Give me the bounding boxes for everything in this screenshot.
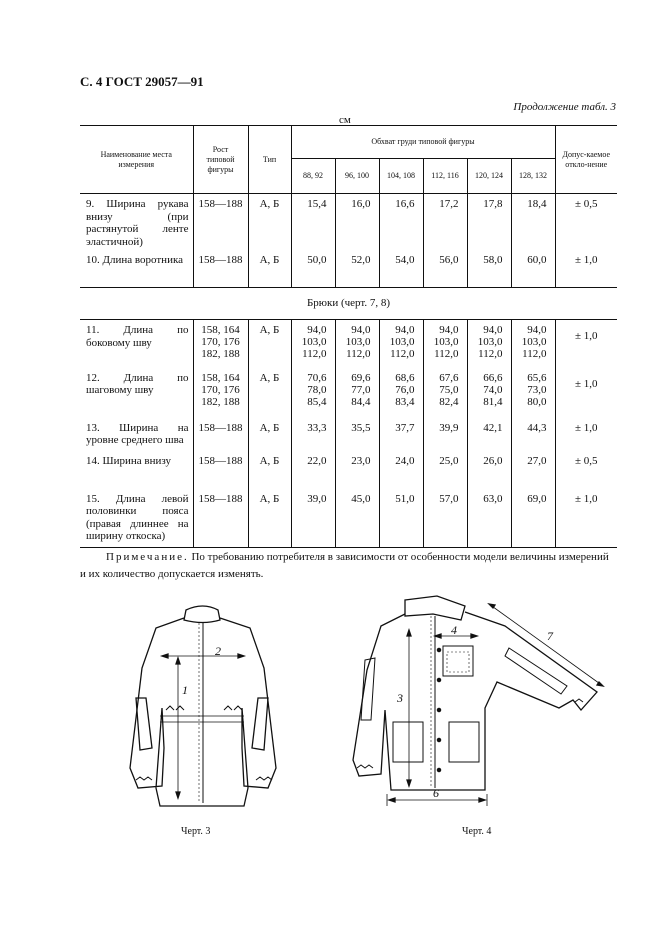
row-value: 94,0 103,0 112,0 — [511, 320, 555, 368]
row-value: 68,6 76,0 83,4 — [379, 368, 423, 418]
row-tolerance: ± 1,0 — [555, 320, 617, 368]
col-header-type: Тип — [248, 126, 291, 194]
page-header: С. 4 ГОСТ 29057—91 — [80, 74, 204, 89]
row-value: 56,0 — [423, 250, 467, 288]
row-value: 17,2 — [423, 194, 467, 250]
table-row — [80, 418, 617, 451]
row-name: 9. Ширина рукава внизу (при растянутой ленте эластичной) — [86, 198, 189, 248]
row-value: 42,1 — [467, 418, 511, 451]
row-height: 158, 164 170, 176 182, 188 — [193, 320, 248, 368]
row-height: 158—188 — [193, 418, 248, 451]
row-height: 158—188 — [193, 489, 248, 548]
table-continuation: Продолжение табл. 3 — [513, 101, 616, 113]
row-value: 54,0 — [379, 250, 423, 288]
row-value: 67,6 75,0 82,4 — [423, 368, 467, 418]
table-row — [80, 368, 617, 418]
figure-caption-3: Черт. 3 — [181, 826, 211, 837]
girth-col: 104, 108 — [379, 159, 423, 194]
row-tolerance: ± 1,0 — [555, 250, 617, 288]
row-value: 15,4 — [291, 194, 335, 250]
jacket-open-drawing — [345, 590, 610, 815]
row-value: 51,0 — [379, 489, 423, 548]
row-name: 14. Ширина внизу — [86, 454, 171, 467]
row-value: 27,0 — [511, 451, 555, 489]
row-tolerance: ± 1,0 — [555, 418, 617, 451]
girth-col: 112, 116 — [423, 159, 467, 194]
row-tolerance: ± 1,0 — [555, 368, 617, 418]
row-name: 13. Ширина на уровне среднего шва — [86, 421, 189, 447]
row-tolerance: ± 0,5 — [555, 451, 617, 489]
table-row — [80, 250, 617, 288]
row-value: 94,0 103,0 112,0 — [335, 320, 379, 368]
figure-caption-4: Черт. 4 — [462, 826, 492, 837]
row-value: 33,3 — [291, 418, 335, 451]
row-name: 11. Длина по боковому шву — [86, 324, 189, 349]
row-name: 15. Длина левой половинки пояса (правая длиннее на ширину откоска) — [86, 492, 189, 543]
note-label: Примечание. — [106, 551, 189, 563]
dimension-6: 6 — [433, 786, 439, 800]
row-type: А, Б — [248, 194, 291, 250]
row-type: А, Б — [248, 451, 291, 489]
girth-col: 96, 100 — [335, 159, 379, 194]
table-row — [80, 194, 617, 250]
row-value: 69,0 — [511, 489, 555, 548]
row-value: 44,3 — [511, 418, 555, 451]
row-value: 94,0 103,0 112,0 — [423, 320, 467, 368]
dimension-7: 7 — [547, 629, 553, 643]
row-value: 39,0 — [291, 489, 335, 548]
row-value: 18,4 — [511, 194, 555, 250]
row-value: 58,0 — [467, 250, 511, 288]
row-value: 39,9 — [423, 418, 467, 451]
row-value: 94,0 103,0 112,0 — [291, 320, 335, 368]
row-value: 52,0 — [335, 250, 379, 288]
row-tolerance: ± 1,0 — [555, 489, 617, 548]
row-value: 16,6 — [379, 194, 423, 250]
unit-label: см — [339, 114, 351, 126]
girth-col: 128, 132 — [511, 159, 555, 194]
row-type: А, Б — [248, 489, 291, 548]
row-value: 26,0 — [467, 451, 511, 489]
row-height: 158—188 — [193, 451, 248, 489]
row-height: 158—188 — [193, 250, 248, 288]
row-value: 22,0 — [291, 451, 335, 489]
measurement-table — [80, 125, 617, 548]
col-header-girth: Обхват груди типовой фигуры — [291, 126, 555, 159]
row-value: 24,0 — [379, 451, 423, 489]
row-value: 70,6 78,0 85,4 — [291, 368, 335, 418]
row-value: 63,0 — [467, 489, 511, 548]
row-value: 50,0 — [291, 250, 335, 288]
row-type: А, Б — [248, 368, 291, 418]
row-value: 25,0 — [423, 451, 467, 489]
table-note — [80, 549, 617, 583]
row-tolerance: ± 0,5 — [555, 194, 617, 250]
row-type: А, Б — [248, 320, 291, 368]
col-header-tolerance: Допус-каемое откло-нение — [555, 126, 617, 194]
jacket-front-drawing — [118, 598, 303, 808]
row-value: 37,7 — [379, 418, 423, 451]
section-title: Брюки (черт. 7, 8) — [80, 288, 617, 320]
row-value: 23,0 — [335, 451, 379, 489]
row-value: 45,0 — [335, 489, 379, 548]
row-type: А, Б — [248, 250, 291, 288]
row-value: 60,0 — [511, 250, 555, 288]
dimension-4: 4 — [451, 623, 457, 637]
row-type: А, Б — [248, 418, 291, 451]
row-value: 94,0 103,0 112,0 — [467, 320, 511, 368]
girth-col: 88, 92 — [291, 159, 335, 194]
row-name: 12. Длина по шаговому шву — [86, 371, 189, 397]
row-value: 66,6 74,0 81,4 — [467, 368, 511, 418]
table-row — [80, 320, 617, 368]
row-value: 65,6 73,0 80,0 — [511, 368, 555, 418]
dimension-1: 1 — [182, 683, 188, 697]
dimension-3: 3 — [397, 691, 403, 705]
girth-col: 120, 124 — [467, 159, 511, 194]
row-value: 35,5 — [335, 418, 379, 451]
col-header-height: Рост типовой фигуры — [193, 126, 248, 194]
row-height: 158, 164 170, 176 182, 188 — [193, 368, 248, 418]
row-name: 10. Длина воротника — [86, 253, 184, 266]
row-value: 57,0 — [423, 489, 467, 548]
row-value: 17,8 — [467, 194, 511, 250]
col-header-name: Наименование места измерения — [80, 126, 193, 194]
row-value: 69,6 77,0 84,4 — [335, 368, 379, 418]
row-height: 158—188 — [193, 194, 248, 250]
dimension-2: 2 — [215, 644, 221, 658]
row-value: 16,0 — [335, 194, 379, 250]
note-text: По требованию потребителя в зависимости от особенности модели величины измерений и их количество допускается изменять. — [80, 551, 609, 581]
table-row — [80, 451, 617, 489]
row-value: 94,0 103,0 112,0 — [379, 320, 423, 368]
table-row — [80, 489, 617, 548]
